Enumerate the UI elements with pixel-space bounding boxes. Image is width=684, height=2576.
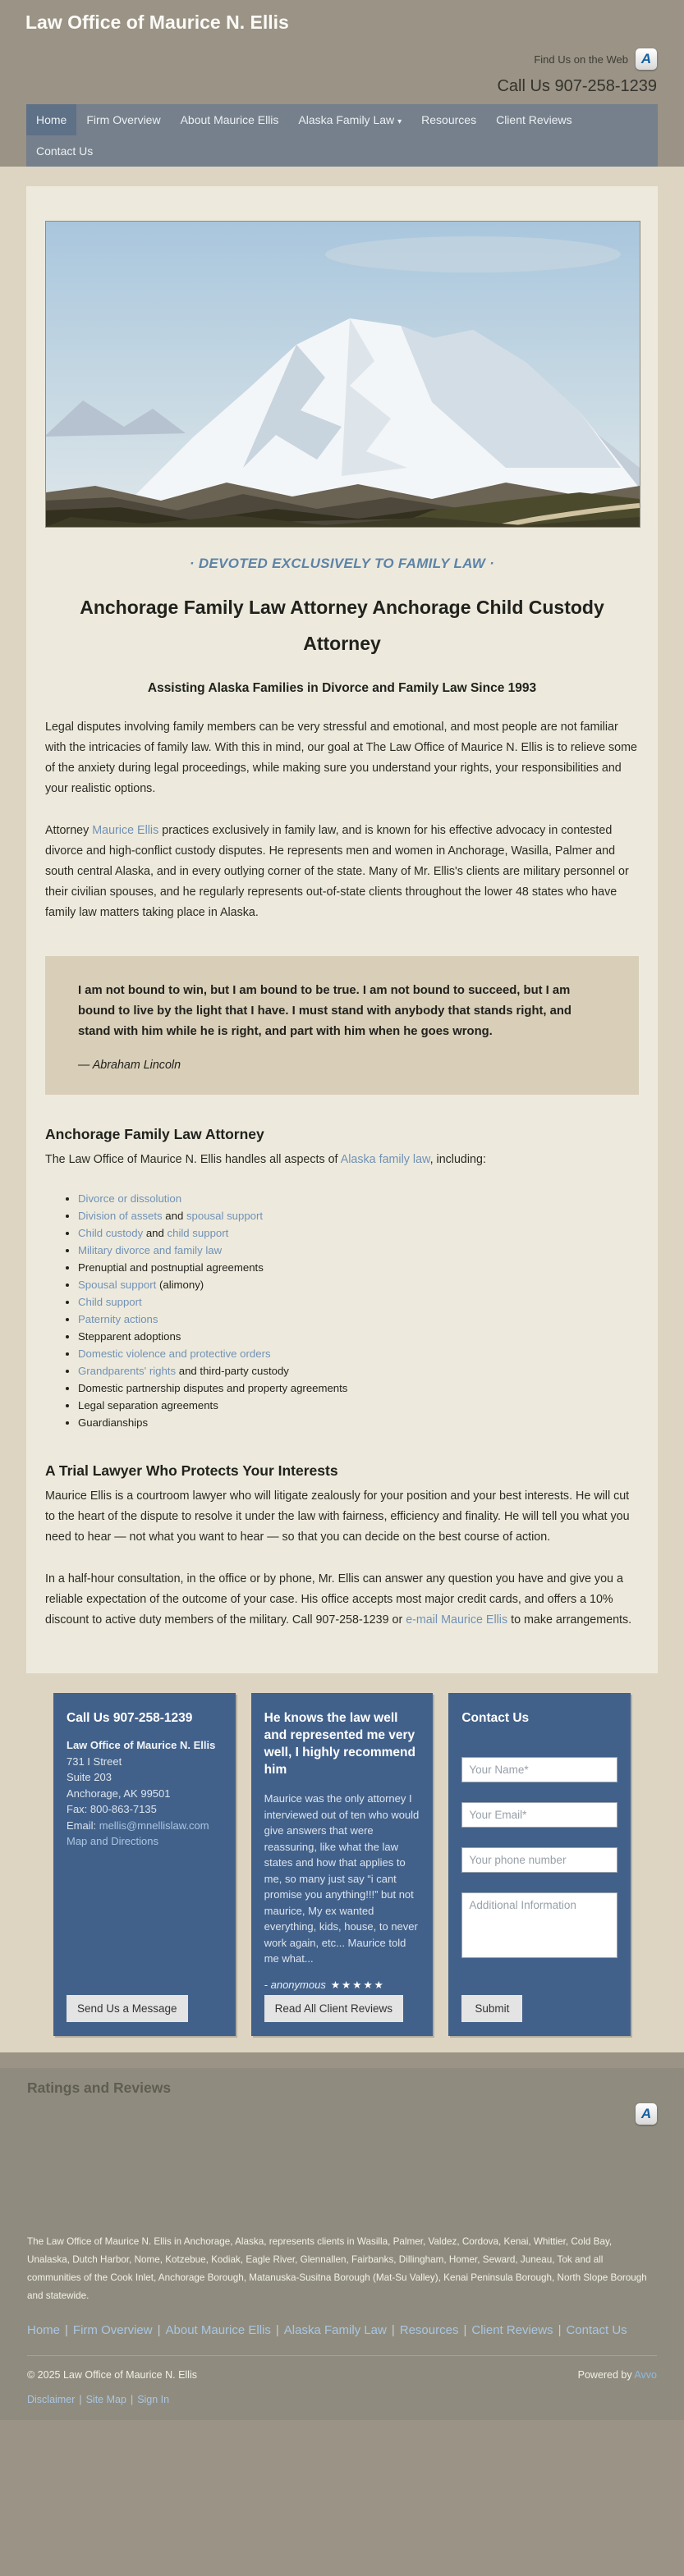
practice-area-link[interactable]: spousal support <box>186 1210 264 1223</box>
practice-area-link[interactable]: Child custody <box>78 1227 144 1240</box>
practice-area-link[interactable]: child support <box>167 1227 229 1240</box>
review-heading: He knows the law well and represented me very well, I highly recommend him <box>264 1711 415 1778</box>
phone-input[interactable] <box>461 1847 617 1873</box>
quote-text: I am not bound to win, but I am bound to be true. I am not bound to succeed, but I am bound to live by the light that I have. I must stand with anybody that stands right, and stand with him while he is right, and part with him when he goes wrong. <box>78 984 572 1039</box>
quote-attribution: — Abraham Lincoln <box>78 1059 181 1073</box>
site-title: Law Office of Maurice N. Ellis <box>25 11 289 33</box>
header <box>0 0 684 167</box>
subheading: Assisting Alaska Families in Divorce and Family Law Since 1993 <box>147 681 537 696</box>
intro-paragraph: Legal disputes involving family members can be very stressful and emotional, and most people are not familiar with the intricacies of family law. With this in mind, our goal at The Law Office of Maurice N. Ellis is to relieve some of the anxiety during legal proceedings, while making sure you understand your rights, your responsibilities and your realistic options. <box>45 721 637 796</box>
main-content <box>26 186 658 1673</box>
practice-area-link[interactable]: Domestic violence and protective orders <box>78 1347 271 1361</box>
contact-form-heading: Contact Us <box>461 1711 530 1726</box>
powered-by-prefix: Powered by <box>577 2369 635 2382</box>
submit-button[interactable]: Submit <box>461 1995 522 2022</box>
link-separator: | <box>130 2394 134 2406</box>
nav-row-secondary <box>26 135 658 167</box>
contact-info-card <box>53 1693 236 2036</box>
practice-area-item: • Domestic partnership disputes and property agreements <box>78 1380 639 1397</box>
link-separator: | <box>391 2323 395 2338</box>
email-label: Email: <box>67 1819 99 1832</box>
nav-item-firm-overview[interactable]: Firm Overview <box>86 113 161 126</box>
avvo-badge-icon[interactable]: A <box>636 2103 657 2125</box>
footer-sublink-sign-in[interactable]: Sign In <box>137 2394 170 2406</box>
practice-area-link[interactable]: Military divorce and family law <box>78 1244 223 1257</box>
footer-link-alaska-family-law[interactable]: Alaska Family Law <box>283 2323 387 2338</box>
practice-area-item: • Legal separation agreements <box>78 1397 639 1414</box>
address-line: Suite 203 <box>67 1771 112 1784</box>
footer-sublink-disclaimer[interactable]: Disclaimer <box>27 2394 76 2406</box>
address-line: 731 I Street <box>67 1755 122 1768</box>
attorney-paragraph-suffix: practices exclusively in family law, and is known for his effective advocacy in contested divorce and high-conflict custody disputes. He represents men and women in Anchorage, Wasilla, Palmer and south central Alaska, and in every outlying corner of the state. Many of Mr. Ellis's clients are military personnel or their civilian spouses, and he regularly represents out-of-state clients throughout the lower 48 states who have family law matters taking place in Alaska. <box>45 824 629 920</box>
bottom-cards <box>53 1693 631 2036</box>
avvo-link[interactable]: Avvo <box>634 2369 657 2382</box>
practice-area-item: • Grandparents' rights and third-party custody <box>78 1362 639 1380</box>
practice-area-item <box>78 1311 639 1328</box>
email-line <box>67 1818 223 1834</box>
link-separator: | <box>558 2323 562 2338</box>
find-us-label: Find Us on the Web <box>534 53 628 66</box>
ratings-widget-area <box>27 2125 657 2233</box>
lincoln-quote-block <box>45 956 639 1095</box>
practice-area-link[interactable]: Spousal support <box>78 1279 157 1292</box>
find-us-row <box>0 48 657 70</box>
contact-form-card <box>448 1693 631 2036</box>
nav-item-resources[interactable]: Resources <box>421 113 477 126</box>
footer-link-about-maurice-ellis[interactable]: About Maurice Ellis <box>165 2323 271 2338</box>
link-separator: | <box>275 2323 279 2338</box>
avvo-badge-icon[interactable]: A <box>636 48 657 70</box>
name-input[interactable] <box>461 1757 617 1782</box>
review-meta <box>264 1979 420 1991</box>
message-textarea[interactable] <box>461 1892 617 1958</box>
footer-nav-links <box>27 2323 657 2337</box>
powered-by <box>578 2369 657 2381</box>
practice-area-item: • Prenuptial and postnuptial agreements <box>78 1259 639 1276</box>
footer-sub-links <box>27 2394 657 2405</box>
email-link[interactable]: mellis@mnellislaw.com <box>99 1819 209 1832</box>
practice-section-intro <box>45 1150 639 1170</box>
practice-area-item <box>78 1190 639 1207</box>
email-maurice-ellis-link[interactable]: e-mail Maurice Ellis <box>406 1613 508 1627</box>
link-separator: | <box>79 2394 82 2406</box>
consultation-paragraph <box>45 1569 639 1631</box>
star-rating-icon: ★★★★★ <box>330 1979 385 1991</box>
alaska-family-law-link[interactable]: Alaska family law <box>340 1153 430 1167</box>
address-line: Anchorage, AK 99501 <box>67 1787 171 1800</box>
practice-area-item <box>78 1242 639 1259</box>
footer <box>0 2068 684 2420</box>
trial-section-heading: A Trial Lawyer Who Protects Your Interests <box>45 1462 338 1480</box>
tagline: · DEVOTED EXCLUSIVELY TO FAMILY LAW · <box>189 556 495 571</box>
contact-info-heading: Call Us 907-258-1239 <box>67 1711 193 1726</box>
link-separator: | <box>65 2323 68 2338</box>
practice-area-item <box>78 1345 639 1362</box>
call-us-phone: Call Us 907-258-1239 <box>497 77 657 95</box>
address-lines <box>67 1754 223 1818</box>
maurice-ellis-link[interactable]: Maurice Ellis <box>92 824 159 838</box>
read-reviews-button[interactable]: Read All Client Reviews <box>264 1995 403 2022</box>
nav-item-contact-us[interactable]: Contact Us <box>36 144 94 158</box>
nav-item-about-maurice-ellis[interactable]: About Maurice Ellis <box>180 113 279 126</box>
chevron-down-icon: ▾ <box>397 117 402 126</box>
nav-item-client-reviews[interactable]: Client Reviews <box>496 113 572 126</box>
ratings-heading: Ratings and Reviews <box>27 2080 172 2097</box>
practice-intro-suffix: , including: <box>429 1153 486 1167</box>
firm-name: Law Office of Maurice N. Ellis <box>67 1739 216 1752</box>
practice-area-item: • Guardianships <box>78 1414 639 1431</box>
practice-areas-list <box>45 1190 639 1431</box>
denali-mountain-illustration <box>45 221 640 528</box>
footer-divider <box>27 2355 657 2356</box>
practice-area-item: • Child custody and child support <box>78 1224 639 1242</box>
consultation-prefix: In a half-hour consultation, in the office or by phone, Mr. Ellis can answer any question you have and give you a reliable expectation of the outcome of your case. His office accepts most major credit cards, and offers a 10% discount to active duty members of the military. Call 907-258-1239 or <box>45 1572 623 1627</box>
footer-sublink-site-map[interactable]: Site Map <box>85 2394 126 2406</box>
email-input[interactable] <box>461 1802 617 1828</box>
review-author: - anonymous <box>264 1978 326 1991</box>
address-line: Fax: 800-863-7135 <box>67 1803 157 1816</box>
practice-area-link[interactable]: Division of assets <box>78 1210 163 1223</box>
link-separator: | <box>157 2323 161 2338</box>
practice-area-link[interactable]: Paternity actions <box>78 1313 158 1326</box>
hero-denali-photo <box>45 221 639 528</box>
page-title: Anchorage Family Law Attorney Anchorage Child Custody Attorney <box>80 597 604 654</box>
nav-row-primary <box>26 104 658 135</box>
consultation-suffix: to make arrangements. <box>507 1613 632 1627</box>
practice-area-link[interactable]: Child support <box>78 1296 142 1309</box>
nav-item-home[interactable]: Home <box>26 104 76 135</box>
attorney-paragraph-prefix: Attorney <box>45 824 93 838</box>
footer-link-home[interactable]: Home <box>27 2323 61 2338</box>
nav-item-alaska-family-law[interactable]: Alaska Family Law ▾ <box>298 113 402 126</box>
map-directions-link[interactable]: Map and Directions <box>67 1835 158 1848</box>
practice-area-link[interactable]: Divorce or dissolution <box>78 1192 182 1206</box>
trial-section-paragraph: Maurice Ellis is a courtroom lawyer who will litigate zealously for your position and your best interests. He will cut to the heart of the dispute to resolve it under the law with fairness, efficiency and finality. He will tell you what you need to hear — not what you want to hear — so that you can decide on the best course of action. <box>45 1489 630 1544</box>
page-background <box>0 167 684 2052</box>
practice-area-item: • Division of assets and spousal support <box>78 1207 639 1224</box>
send-message-button[interactable]: Send Us a Message <box>67 1995 188 2022</box>
footer-link-contact-us[interactable]: Contact Us <box>566 2323 627 2338</box>
attorney-paragraph <box>45 821 639 923</box>
practice-area-link[interactable]: Grandparents' rights <box>78 1365 177 1378</box>
practice-area-item: • Stepparent adoptions <box>78 1328 639 1345</box>
footer-link-firm-overview[interactable]: Firm Overview <box>72 2323 153 2338</box>
copyright-text: © 2025 Law Office of Maurice N. Ellis <box>27 2369 197 2382</box>
link-separator: | <box>463 2323 467 2338</box>
client-review-card <box>251 1693 434 2036</box>
footer-link-resources[interactable]: Resources <box>399 2323 459 2338</box>
main-nav <box>26 104 658 167</box>
service-area-text: The Law Office of Maurice N. Ellis in Anchorage, Alaska, represents clients in Wasilla, Palmer, Valdez, Cordova, Kenai, Whittier, Cold Bay, Unalaska, Dutch Harbor, Nome, Kotzebue, Kodiak, Eagle River, Glennallen, Fairbanks, Dillingham, Homer, Seward, Juneau, Tok and all communities of the Cook Inlet, Anchorage Borough, Matanuska-Susitna Borough (Mat-Su Valley), Kenai Peninsula Borough, North Slope Borough and statewide. <box>27 2236 647 2302</box>
review-body: Maurice was the only attorney I interviewed out of ten who would give answers that were reassuring, like what the law states and how that applies to me, so many just say “i cant promise you anything!!!” but not maurice, My ex wanted everything, kids, house, to never work again, etc... Maurice told me what... <box>264 1792 420 1965</box>
practice-section-heading: Anchorage Family Law Attorney <box>45 1126 264 1143</box>
practice-area-item: • Spousal support (alimony) <box>78 1276 639 1293</box>
footer-link-client-reviews[interactable]: Client Reviews <box>471 2323 553 2338</box>
practice-area-item <box>78 1293 639 1311</box>
practice-intro-prefix: The Law Office of Maurice N. Ellis handles all aspects of <box>45 1153 341 1167</box>
